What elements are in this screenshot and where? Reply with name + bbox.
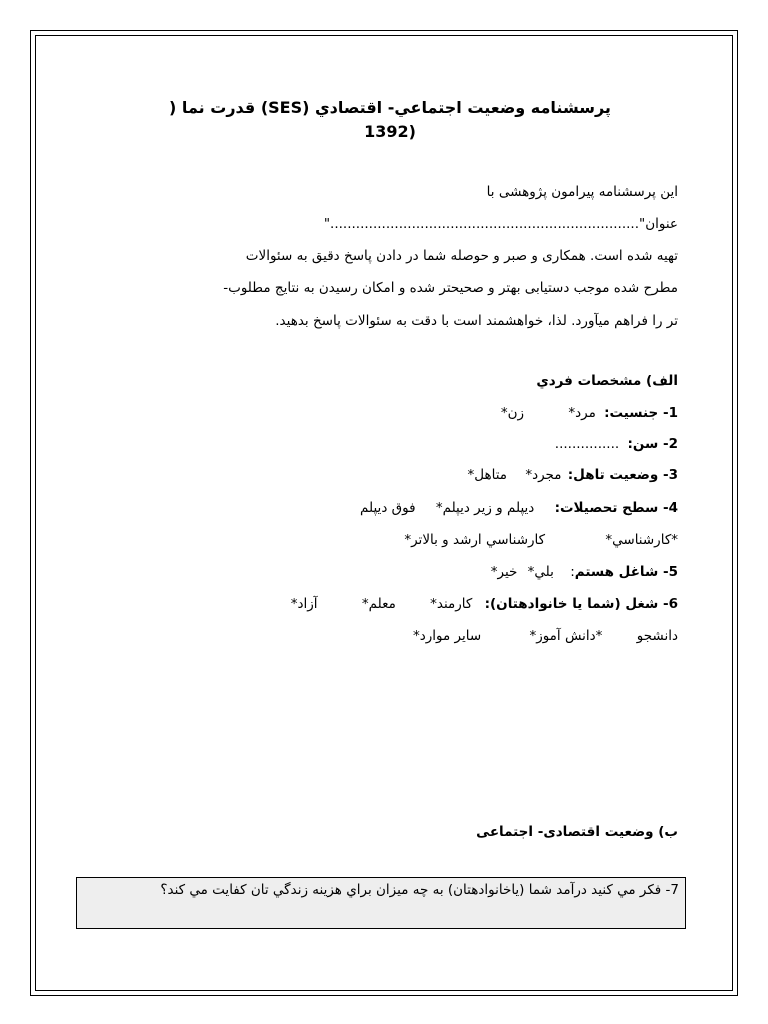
- q4-option-master[interactable]: كارشناسي ارشد و بالاتر*: [404, 532, 546, 548]
- title-line-2: (1392: [364, 122, 416, 141]
- q6-option-other[interactable]: ساير موارد*: [412, 628, 482, 644]
- q4-option-associate[interactable]: فوق ديپلم: [360, 500, 416, 516]
- q4-option-diploma[interactable]: ديپلم و زير ديپلم*: [435, 500, 535, 516]
- intro-line-4: مطرح شده موجب دستیابی بهتر و صحیحتر شده و امکان رسیدن به نتایج مطلوب-: [223, 280, 678, 296]
- q3-label: 3- وضعيت تاهل:: [567, 467, 678, 483]
- intro-line-3: تهیه شده است. همکاری و صبر و حوصله شما در دادن پاسخ دقیق به سئوالات: [245, 248, 678, 264]
- q4-option-bachelor[interactable]: *كارشناسي*: [605, 532, 678, 548]
- q5-option-yes[interactable]: بلي*: [527, 564, 554, 580]
- question-4-cont: [404, 532, 678, 548]
- q6-option-freelance[interactable]: آزاد*: [290, 596, 318, 612]
- q6-option-university-student[interactable]: دانشجو: [636, 628, 678, 644]
- q6-option-employee[interactable]: كارمند*: [430, 596, 473, 612]
- q2-label: 2- سن:: [627, 436, 678, 452]
- q5-label: 5- شاغل هستم: [574, 564, 678, 580]
- question-6-cont: [413, 628, 678, 644]
- q2-age-blank[interactable]: ...............: [554, 436, 620, 452]
- q6-option-teacher[interactable]: معلم*: [361, 596, 396, 612]
- q1-option-male[interactable]: مرد*: [568, 405, 596, 421]
- q3-option-married[interactable]: متاهل*: [467, 467, 508, 483]
- question-1: [501, 405, 678, 421]
- q4-label: 4- سطح تحصيلات:: [554, 500, 678, 516]
- intro-line-1: این پرسشنامه پیرامون پژوهشی با: [486, 184, 678, 200]
- question-2: [555, 436, 678, 452]
- q5-option-no[interactable]: خير*: [490, 564, 518, 580]
- document-title: [90, 96, 690, 144]
- question-3: [468, 467, 678, 483]
- section-b-heading: ب) وضعيت اقتصادی- اجتماعی: [476, 824, 678, 840]
- intro-line-2: عنوان"........................................................................": [323, 216, 678, 232]
- q1-label: 1- جنسيت:: [604, 405, 678, 421]
- q1-option-female[interactable]: زن*: [500, 405, 525, 421]
- intro-line-5: تر را فراهم میآورد. لذا، خواهشمند است با دقت به سئوالات پاسخ بدهید.: [275, 313, 678, 329]
- q3-option-single[interactable]: مجرد*: [525, 467, 562, 483]
- q6-label: 6- شغل (شما يا خانوادهتان):: [484, 596, 678, 612]
- q6-option-school-student[interactable]: *دانش آموز*: [529, 628, 603, 644]
- question-7-box: [76, 877, 686, 929]
- question-4: [360, 500, 678, 516]
- q5-colon: :: [570, 564, 575, 580]
- question-5: [491, 564, 678, 580]
- title-line-1: پرسشنامه وضعيت اجتماعي- اقتصادي (SES) قدرت نما (: [169, 98, 611, 117]
- question-6: [291, 596, 678, 612]
- section-a-heading: الف) مشخصات فردي: [536, 373, 678, 389]
- question-7-text: 7- فكر مي كنيد درآمد شما (ياخانوادهتان) به چه ميزان براي هزينه زندگي تان كفايت مي كند؟: [160, 882, 679, 898]
